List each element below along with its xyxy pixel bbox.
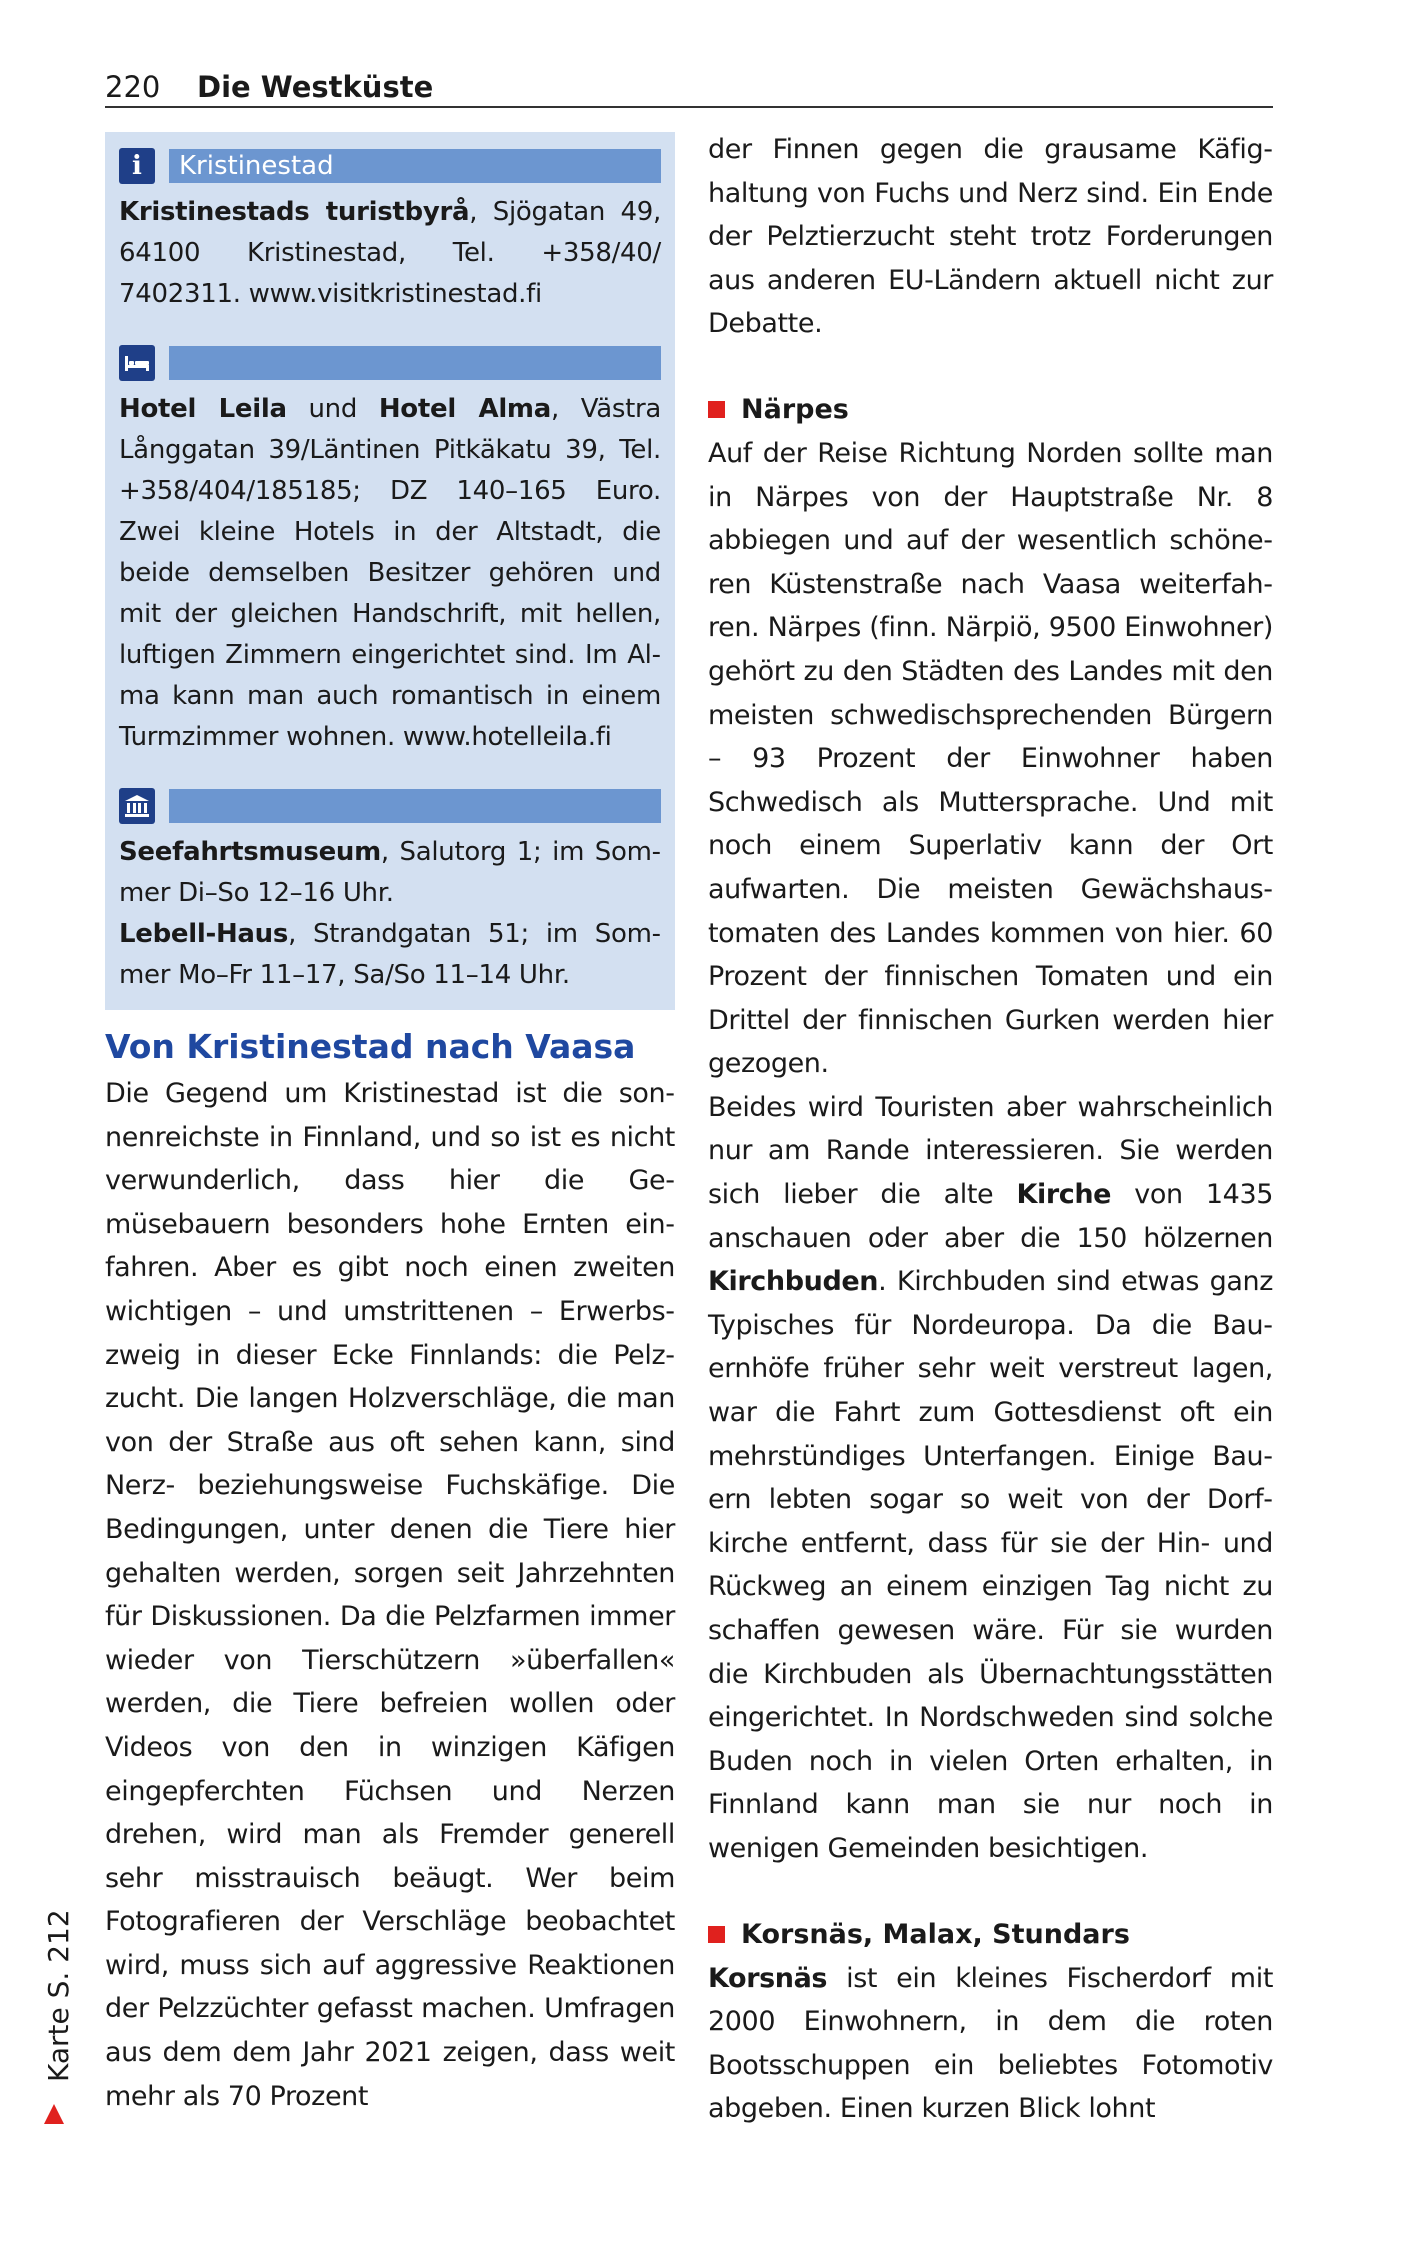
info-icon: i: [119, 148, 155, 184]
museum-text: Seefahrtsmuseum, Salutorg 1; im Sommer Di–So 12–16 Uhr. Lebell-Haus, Strandgatan 51; im Sommer Mo–Fr 11–17, Sa/So 11–14 Uhr.: [119, 837, 661, 990]
hotel-section-bar: [169, 346, 661, 380]
section-heading-korsnas: Korsnäs, Malax, Stundars: [708, 1913, 1273, 1957]
red-square-icon: [708, 1926, 725, 1943]
right-column: [708, 128, 1273, 2131]
article-heading: Von Kristinestad nach Vaasa: [105, 1027, 636, 1066]
info-section-title: Kristinestad: [169, 149, 661, 183]
article-paragraph-1: Die Gegend um Kristinestad ist die sonnenreichste in Finnland, und so ist es nicht verwunderlich, dass hier die Gemüsebauern besonders hohe Ernten einfahren. Aber es gibt noch einen zweiten wichtigen – und umstrittenen – Erwerbszweig in dieser Ecke Finnlands: die Pelzzucht. Die langen Holzverschläge, die man von der Straße aus oft sehen kann, sind Nerz- beziehungsweise Fuchskäfige. Die Bedingungen, unter denen die Tiere hier gehalten werden, sorgen seit Jahrzehnten für Diskussionen. Da die Pelzfarmen immer wieder von Tierschützern »überfallen« werden, die Tiere befreien wollen oder Videos von den in winzigen Käfigen eingepferchten Füchsen und Nerzen drehen, wird man als Fremder generell sehr misstrauisch beäugt. Wer beim Fotografieren der Verschläge beobachtet wird, muss sich auf aggressive Reaktionen der Pelzzüchter gefasst machen. Umfragen aus dem dem Jahr 2021 zeigen, dass weit mehr als 70 Prozent: [105, 1078, 675, 2112]
museum-section: [119, 788, 661, 996]
info-section: [119, 148, 661, 315]
info-box: [105, 132, 675, 1010]
tourist-office-name: Kristinestads turistbyrå: [119, 197, 470, 227]
article-paragraph-1-continued: der Finnen gegen die grausame Käfighaltung von Fuchs und Nerz sind. Ein Ende der Pelztierzucht steht trotz Forderungen aus anderen EU-Ländern aktuell nicht zur Debatte.: [708, 134, 1273, 340]
info-text: Kristinestads turistbyrå, Sjögatan 49, 64100 Kristinestad, Tel. +358/40/ 7402311. www.visitkristinestad.fi: [119, 197, 661, 309]
page-header: [105, 68, 1273, 108]
page-number: 220: [105, 70, 161, 104]
korsnas-text: Korsnäs ist ein kleines Fischerdorf mit 2000 Einwohnern, in dem die roten Bootsschuppen ein beliebtes Fotomotiv abgeben. Einen kurzen Blick lohnt: [708, 1962, 1273, 2125]
museum-icon: [119, 788, 155, 824]
left-column: [105, 132, 675, 2118]
narpes-text: Auf der Reise Richtung Norden sollte man in Närpes von der Hauptstraße Nr. 8 abbiegen und auf der wesentlich schöneren Küstenstraße nach Vaasa weiterfahren. Närpes (finn. Närpiö, 9500 Einwohner) gehört zu den Städten des Landes mit den meisten schwedischsprechenden Bürgern – 93 Prozent der Einwohner haben Schwedisch als Muttersprache. Und mit noch einem Superlativ kann der Ort aufwarten. Die meisten Gewächshaustomaten des Landes kommen von hier. 60 Prozent der finnischen Tomaten und ein Drittel der finnischen Gurken werden hier gezogen. Beides wird Touristen aber wahrscheinlich nur am Rande interessieren. Sie werden sich lieber die alte Kirche von 1435 anschauen oder aber die 150 hölzernen Kirchbuden. Kirchbuden sind etwas ganz Typisches für Nordeuropa. Da die Bauernhöfe früher sehr weit verstreut lagen, war die Fahrt zum Gottesdienst oft ein mehrstündiges Unterfangen. Einige Bauern lebten sogar so weit von der Dorfkirche entfernt, dass für sie der Hin- und Rückweg an einem einzigen Tag nicht zu schaffen gewesen wäre. Für sie wurden die Kirchbuden als Übernachtungsstätten eingerichtet. In Nordschweden sind solche Buden noch in vielen Orten erhalten, in Finnland kann man sie nur noch in wenigen Gemeinden besichtigen.: [708, 437, 1273, 1864]
section-heading-narpes: Närpes: [708, 388, 1273, 432]
bed-icon: [119, 345, 155, 381]
chapter-title: Die Westküste: [197, 70, 434, 104]
hotel-section: [119, 345, 661, 758]
triangle-arrow-icon: [44, 2104, 64, 2124]
map-reference: Karte S. 212: [42, 1909, 75, 2082]
museum-section-bar: [169, 789, 661, 823]
red-square-icon: [708, 401, 725, 418]
hotel-text: Hotel Leila und Hotel Alma, Västra Långgatan 39/Läntinen Pitkäkatu 39, Tel. +358/404/185185; DZ 140–165 Euro. Zwei kleine Hotels in der Altstadt, die beide demselben Besitzer gehören und mit der gleichen Handschrift, mit hellen, luftigen Zimmern eingerichtet sind. Im Alma kann man auch romantisch in einem Turmzimmer wohnen. www.hotelleila.fi: [119, 394, 661, 752]
